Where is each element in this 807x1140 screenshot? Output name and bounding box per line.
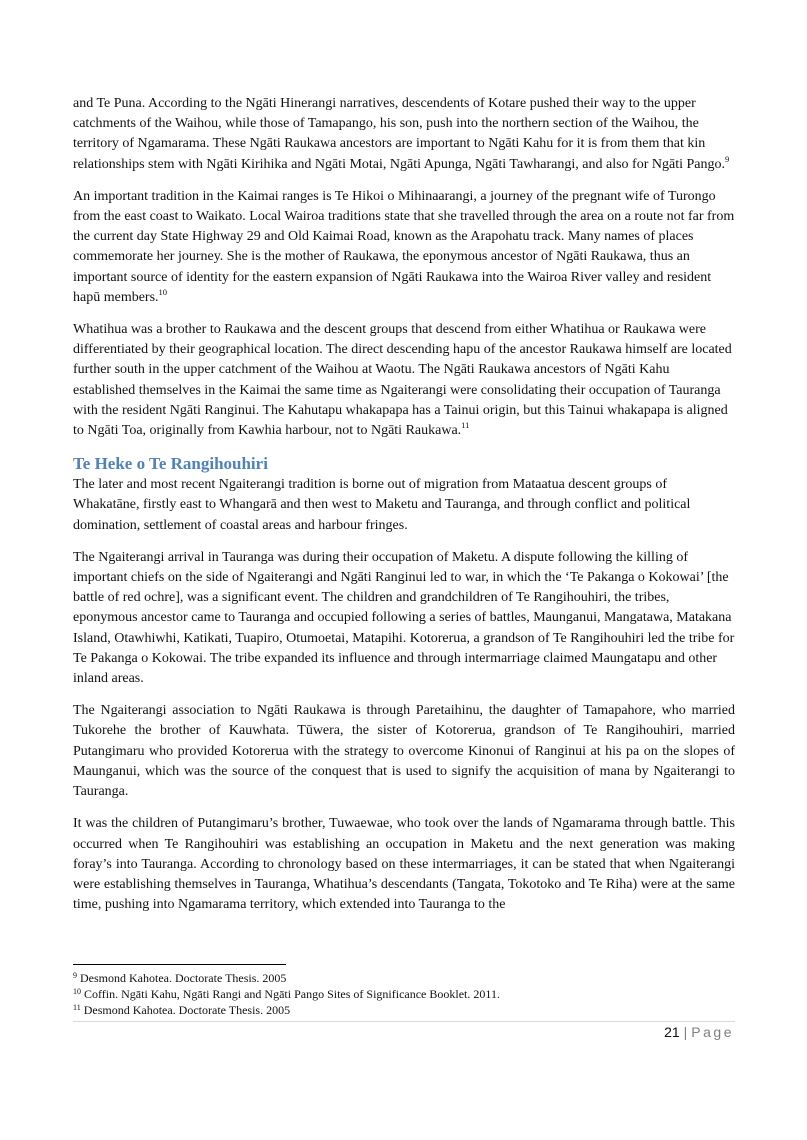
paragraph-whatihua xyxy=(73,320,735,441)
footnote-9 xyxy=(73,970,735,986)
paragraph-arrival-tauranga xyxy=(73,548,735,689)
paragraph-text: and Te Puna. According to the Ngāti Hinerangi narratives, descendents of Kotare pushed their way to the upper catchments of the Waihou, while those of Tamapango, his son, push into the northern section of the Waihou, the territory of Ngamarama. These Ngāti Raukawa ancestors are important to Ngāti Kahu for it is from them that kin relationships stem with Ngāti Kirihika and Ngāti Motai, Ngāti Apunga, Ngāti Tawharangi, and also for Ngāti Pango. xyxy=(73,96,725,172)
footnote-number: 10 xyxy=(73,987,81,996)
paragraph-text: It was the children of Putangimaru’s brother, Tuwaewae, who took over the lands of Ngamarama through battle. This occurred when Te Rangihouhiri was establishing an occupation in Maketu and the next generation was making foray’s into Tauranga. According to chronology based on these intermarriages, it can be stated that when Ngaiterangi were establishing themselves in Tauranga, Whatihua’s descendants (Tangata, Tokotoko and Te Riha) were at the same time, pushing into Ngamarama territory, which extended into Tauranga to the xyxy=(73,816,735,913)
footnote-ref-11[interactable]: 11 xyxy=(461,420,470,431)
paragraph-putangimaru xyxy=(73,814,735,915)
paragraph-association xyxy=(73,701,735,802)
paragraph-migration xyxy=(73,475,735,536)
paragraph-text: An important tradition in the Kaimai ranges is Te Hikoi o Mihinaarangi, a journey of the pregnant wife of Turongo from the east coast to Waikato. Local Wairoa traditions state that she travelled through the area on a route not far from the current day State Highway 29 and Old Kaimai Road, known as the Arapohatu track. Many names of places commemorate her journey. She is the mother of Raukawa, the eponymous ancestor of Ngāti Raukawa, thus an important source of identity for the eastern expansion of Ngāti Raukawa into the Wairoa River valley and resident hapū members. xyxy=(73,188,735,305)
footer-separator: | xyxy=(683,1024,688,1040)
footnote-10 xyxy=(73,986,735,1002)
footnote-text: Coffin. Ngāti Kahu, Ngāti Rangi and Ngāti Pango Sites of Significance Booklet. 2011. xyxy=(84,987,500,1001)
footnote-11 xyxy=(73,1002,735,1018)
footnote-separator xyxy=(73,964,286,965)
footnote-number: 9 xyxy=(73,971,77,980)
footnote-number: 11 xyxy=(73,1003,81,1012)
paragraph-text: The later and most recent Ngaiterangi tradition is borne out of migration from Mataatua descent groups of Whakatāne, firstly east to Whangarā and then west to Maketu and Tauranga, and through conflict and political domination, settlement of coastal areas and harbour fringes. xyxy=(73,477,691,533)
footnote-ref-10[interactable]: 10 xyxy=(158,286,168,297)
page-footer xyxy=(664,1023,734,1041)
paragraph-text: The Ngaiterangi arrival in Tauranga was during their occupation of Maketu. A dispute following the killing of important chiefs on the side of Ngaiterangi and Ngāti Ranginui led to war, in which the ‘Te Pakanga o Kokowai’ [the battle of red ochre], was a significant event. The children and grandchildren of Te Rangihouhiri, the tribes, eponymous ancestor came to Tauranga and occupied following a series of battles, Maunganui, Mangatawa, Matakana Island, Otawhiwhi, Katikati, Tuapiro, Otumoetai, Matapihi. Kotorerua, a grandson of Te Rangihouhiri led the tribe for Te Pakanga o Kokowai. The tribe expanded its influence and through intermarriage claimed Maungatapu and other inland areas. xyxy=(73,549,735,687)
footnote-text: Desmond Kahotea. Doctorate Thesis. 2005 xyxy=(80,971,287,985)
page-label: Page xyxy=(691,1024,734,1040)
paragraph-mihinaarangi xyxy=(73,187,735,308)
footer-divider xyxy=(73,1021,735,1022)
page-number: 21 xyxy=(664,1024,680,1040)
document-page xyxy=(73,94,735,927)
footnote-text: Desmond Kahotea. Doctorate Thesis. 2005 xyxy=(83,1003,291,1017)
paragraph-kotare-tamapango xyxy=(73,94,735,175)
footnote-ref-9[interactable]: 9 xyxy=(724,153,730,164)
paragraph-text: Whatihua was a brother to Raukawa and the descent groups that descend from either Whatihua or Raukawa were differentiated by their geographical location. The direct descending hapu of the ancestor Raukawa himself are located further south in the upper catchment of the Waihou at Waotu. The Ngāti Raukawa ancestors of Ngāti Kahu established themselves in the Kaimai the same time as Ngaiterangi were consolidating their occupation of Tauranga with the resident Ngāti Ranginui. The Kahutapu whakapapa has a Tainui origin, but this Tainui whakapapa is aligned to Ngāti Toa, originally from Kawhia harbour, not to Ngāti Raukawa. xyxy=(73,322,732,439)
section-heading: Te Heke o Te Rangihouhiri xyxy=(73,454,268,474)
paragraph-text: The Ngaiterangi association to Ngāti Raukawa is through Paretaihinu, the daughter of Tamapahore, who married Tukorehe the brother of Kauwhata. Tūwera, the sister of Kotorerua, grandson of Te Rangihouhiri, married Putangimaru who provided Kotorerua with the strategy to overcome Kinonui of Ranginui at his pa on the slopes of Maunganui, which was the source of the conquest that is used to signify the acquisition of mana by Ngaiterangi to Tauranga. xyxy=(73,703,735,800)
footnotes xyxy=(73,970,735,1018)
